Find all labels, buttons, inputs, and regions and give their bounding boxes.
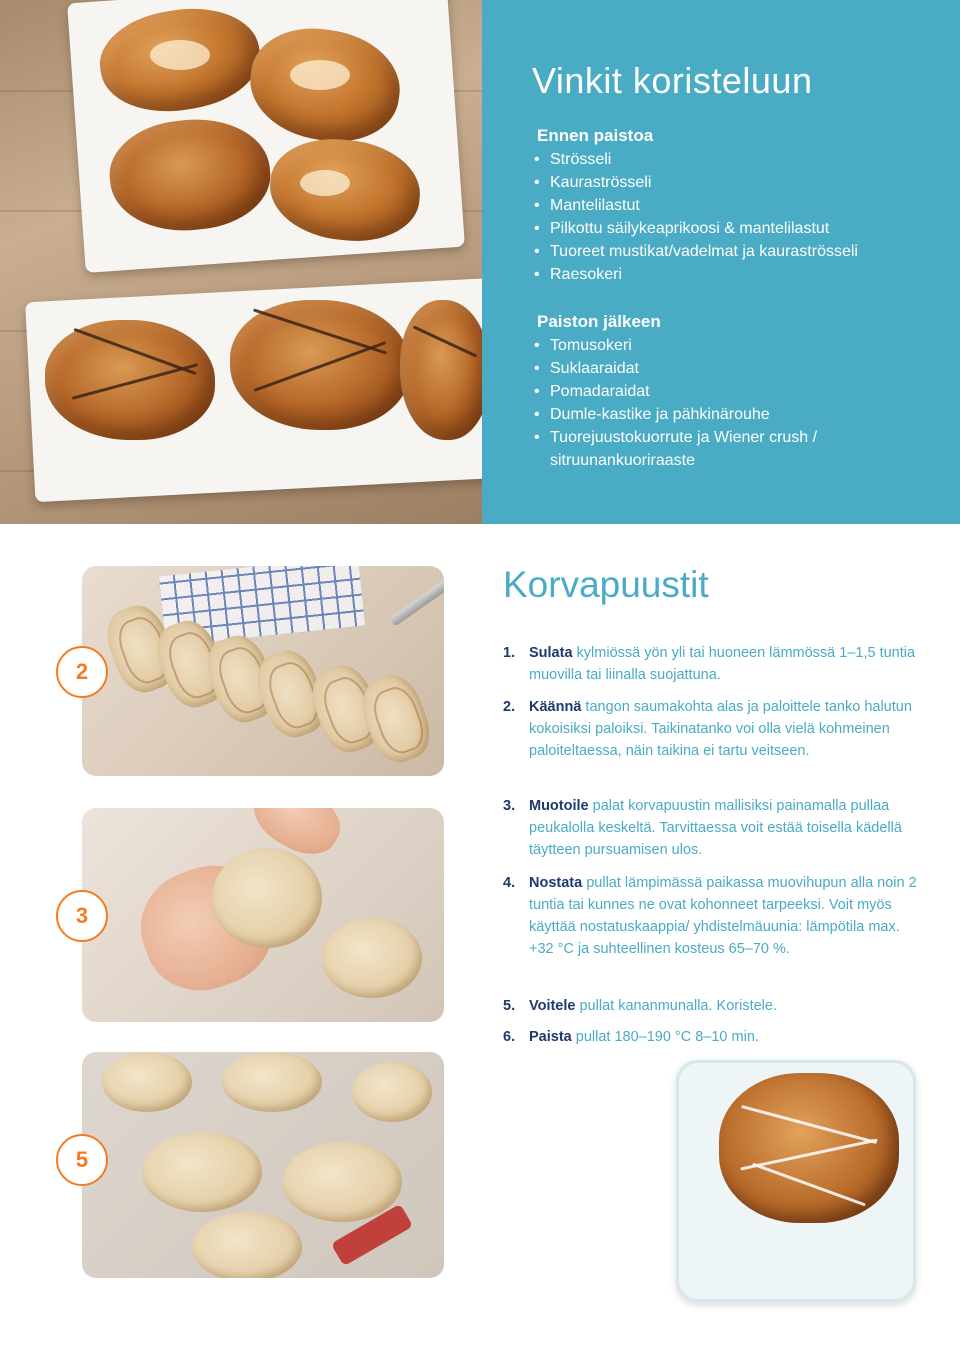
dough-slice xyxy=(322,918,422,998)
recipe-step-6 xyxy=(503,1026,923,1048)
step-number: 6. xyxy=(503,1029,516,1045)
list-item: • Pomadaraidat xyxy=(534,380,854,403)
recipe-title: Korvapuustit xyxy=(503,564,709,605)
recipe-step-3 xyxy=(503,795,923,861)
step-text: pullat lämpimässä paikassa muovihupun alla noin 2 tuntia tai kunnes ne ovat kohonneet tarpeeksi. Voit myös käyttää nostatuskaappia/ yhdistelmäuunia: lämpötila max. +32 °C ja suhteellinen kosteus 65–70 %. xyxy=(529,875,917,957)
list-item: • Mantelilastut xyxy=(534,194,858,217)
step-5-photo-decorated-dough xyxy=(82,1052,444,1278)
step-text: pullat 180–190 °C 8–10 min. xyxy=(571,1029,759,1045)
recipe-step-1 xyxy=(503,642,923,686)
list-item: • Pilkottu säilykeaprikoosi & mantelilastut xyxy=(534,217,858,240)
step-verb: Paista xyxy=(529,1029,572,1045)
step-verb: Käännä xyxy=(529,699,582,715)
list-item: • Raesokeri xyxy=(534,263,858,286)
list-item: • Strösseli xyxy=(534,148,858,171)
step-verb: Nostata xyxy=(529,875,583,891)
after-baking-heading: Paiston jälkeen xyxy=(537,312,661,331)
step-2-photo-sliced-dough xyxy=(82,566,444,776)
chocolate-drizzled-bun xyxy=(400,300,482,440)
before-baking-heading: Ennen paistoa xyxy=(537,126,654,145)
step-badge-3: 3 xyxy=(56,890,108,942)
recipe-step-5 xyxy=(503,995,923,1017)
decoration-tips-panel xyxy=(482,0,960,524)
recipe-step-4 xyxy=(503,872,923,960)
step-text: tangon saumakohta alas ja paloittele tanko halutun kokoisiksi paloiksi. Taikinatanko voi olla vielä kohmeinen paloiteltaessa, näin taikina ei tartu veitseen. xyxy=(529,699,912,759)
knife xyxy=(389,566,444,627)
step-number: 1. xyxy=(503,645,516,661)
step-number: 5. xyxy=(503,998,516,1014)
step-text: pullat kananmunalla. Koristele. xyxy=(575,998,777,1014)
step-text: palat korvapuustin mallisiksi painamalla pullaa peukalolla keskeltä. Tarvittaessa voit estää toisella kädellä täytteen pursuamisen ulos. xyxy=(529,798,902,858)
list-item: • Tuoreet mustikat/vadelmat ja kauraströsseli xyxy=(534,240,858,263)
list-item: • Suklaaraidat xyxy=(534,357,854,380)
after-baking-list xyxy=(534,334,854,472)
step-verb: Voitele xyxy=(529,998,576,1014)
list-item: • Tuorejuustokuorrute ja Wiener crush / sitruunankuoriraaste xyxy=(534,426,854,472)
plated-croissant-photo xyxy=(676,1060,916,1302)
chocolate-drizzled-bun xyxy=(45,320,215,440)
step-number: 2. xyxy=(503,699,516,715)
shaped-dough xyxy=(212,848,322,948)
list-item: • Dumle-kastike ja pähkinärouhe xyxy=(534,403,854,426)
hero-photo-decorated-buns xyxy=(0,0,482,524)
before-baking-list xyxy=(534,148,858,286)
step-verb: Sulata xyxy=(529,645,573,661)
step-badge-5: 5 xyxy=(56,1134,108,1186)
croissant xyxy=(719,1073,899,1223)
step-number: 3. xyxy=(503,798,516,814)
step-number: 4. xyxy=(503,875,516,891)
step-3-photo-shaping-dough xyxy=(82,808,444,1022)
panel-title: Vinkit koristeluun xyxy=(532,60,813,101)
step-badge-2: 2 xyxy=(56,646,108,698)
list-item: • Tomusokeri xyxy=(534,334,854,357)
list-item: • Kauraströsseli xyxy=(534,171,858,194)
recipe-step-2 xyxy=(503,696,923,762)
step-verb: Muotoile xyxy=(529,798,589,814)
step-text: kylmiössä yön yli tai huoneen lämmössä 1–1,5 tuntia muovilla tai liinalla suojattuna. xyxy=(529,645,916,683)
